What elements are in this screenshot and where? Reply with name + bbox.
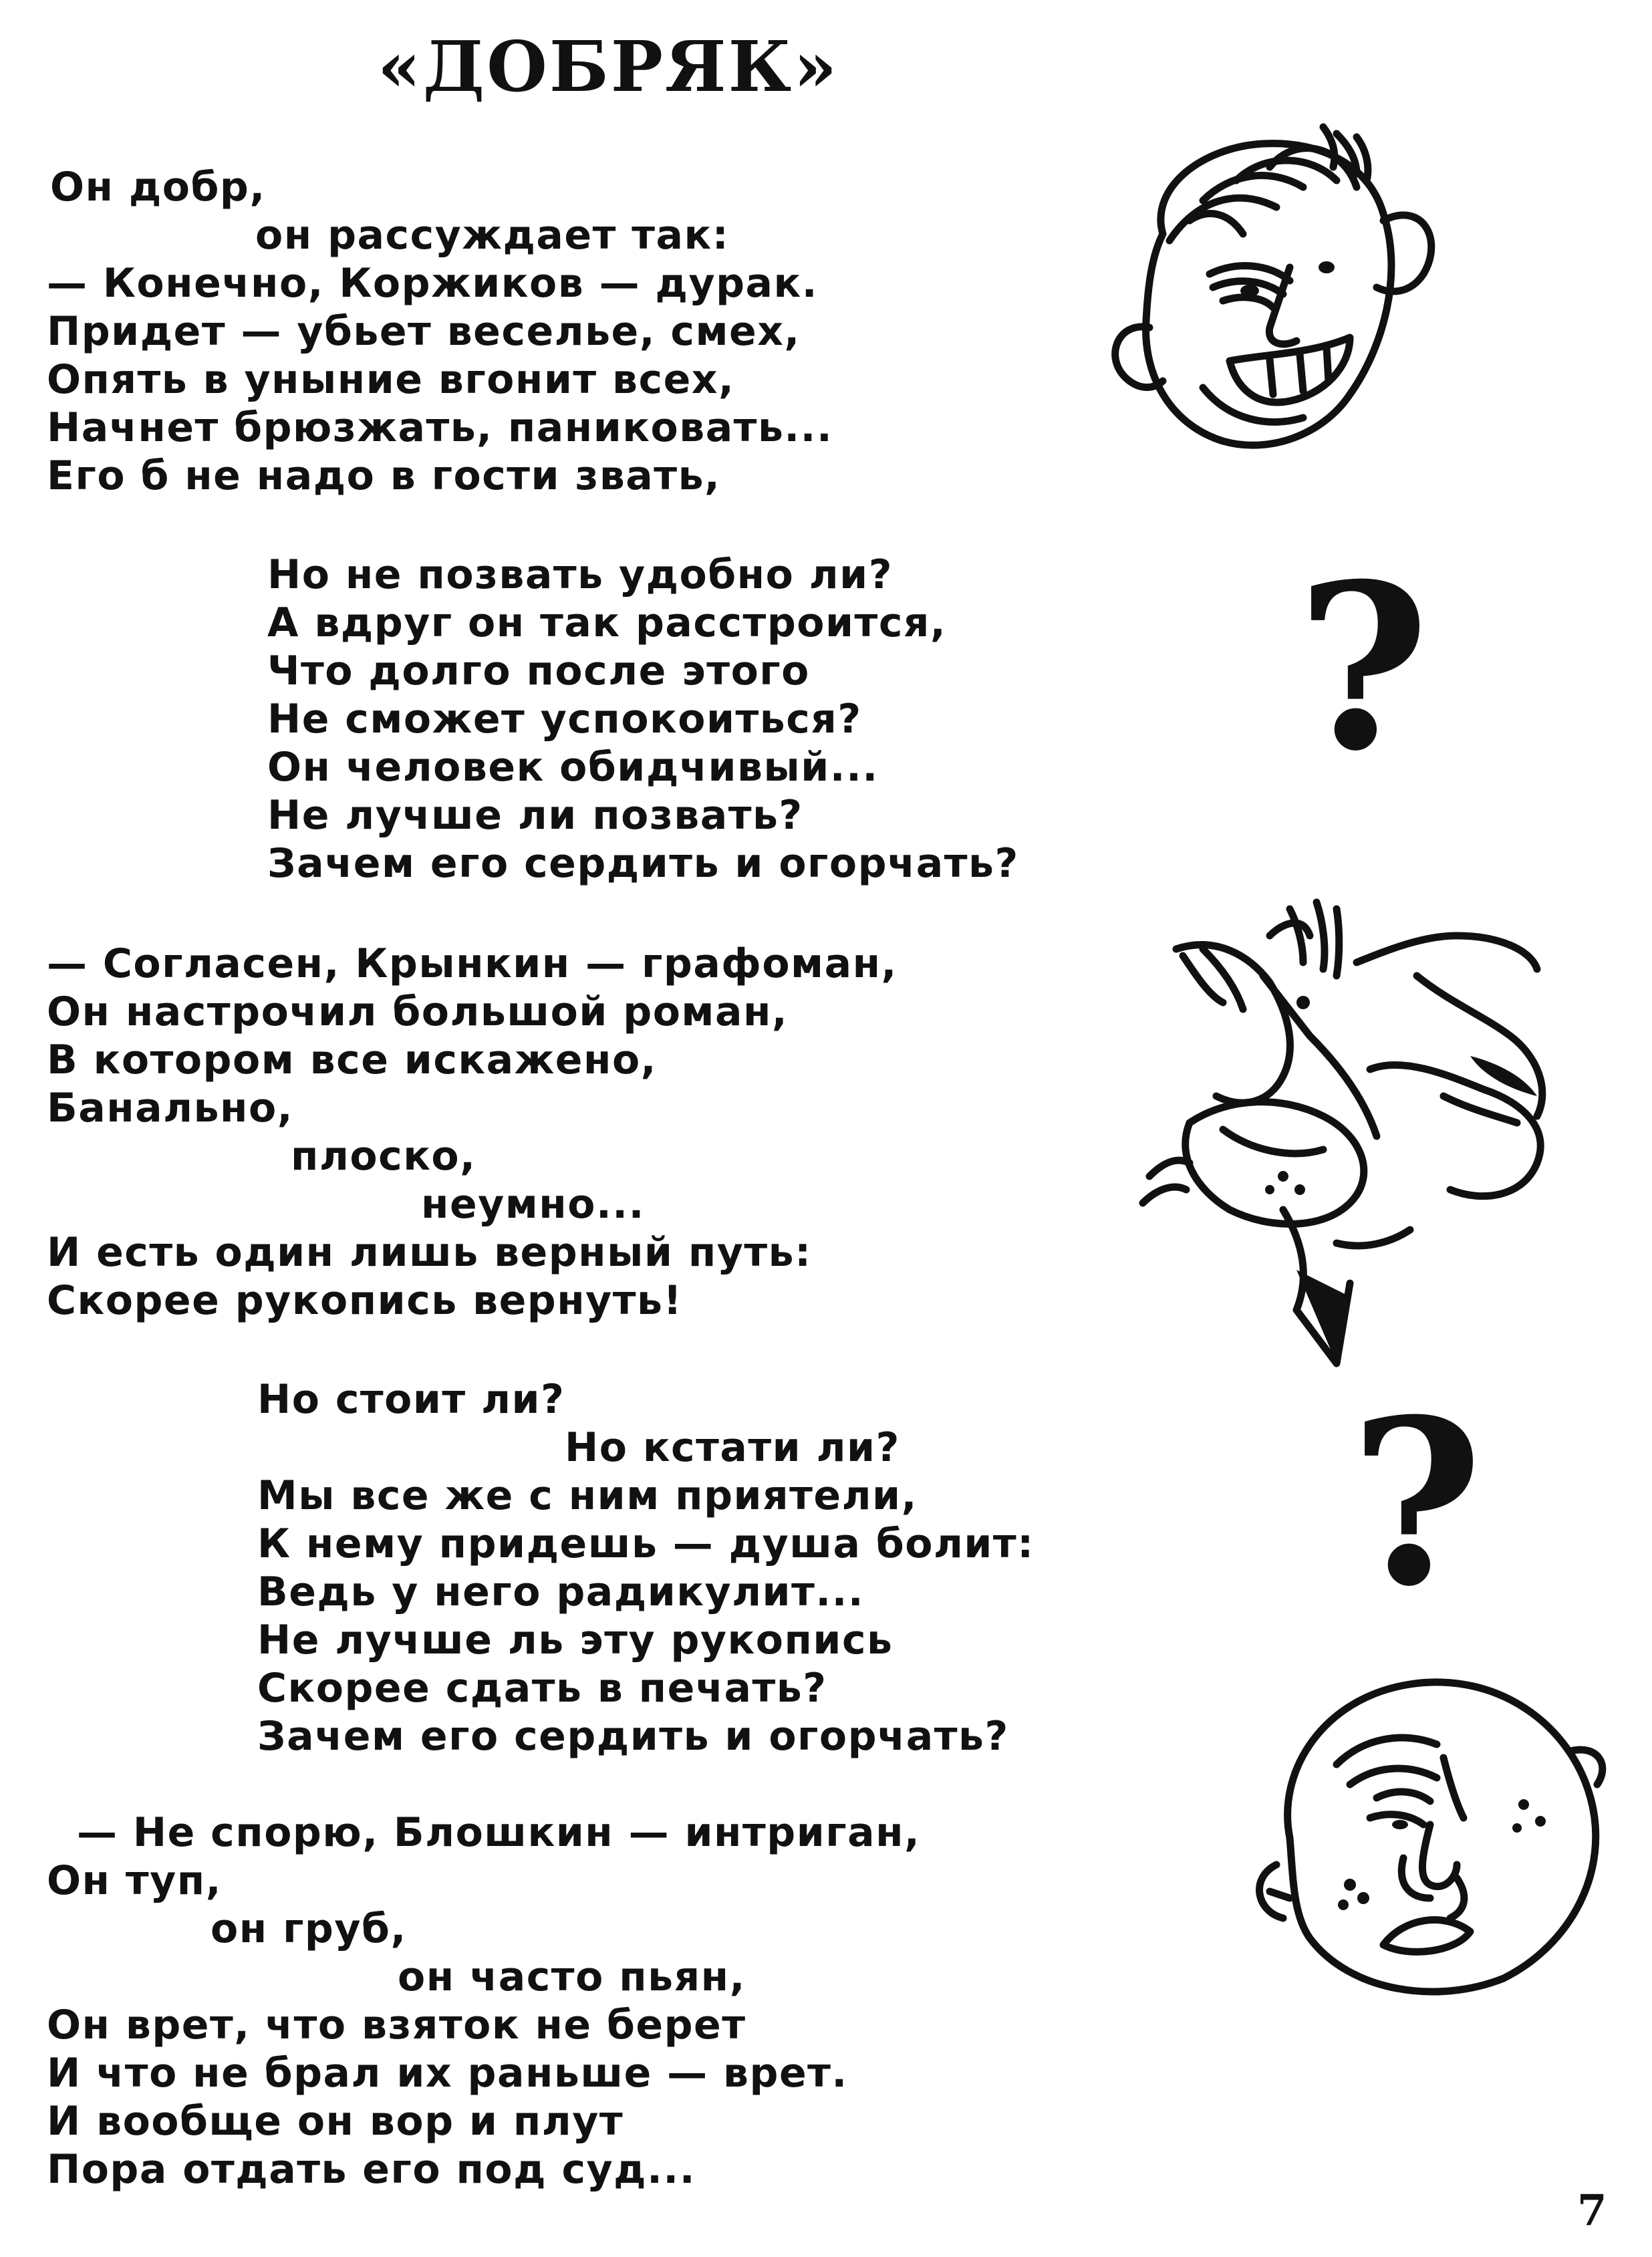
poem-line: Мы все же с ним приятели, bbox=[257, 1472, 918, 1519]
poem-line: Но кстати ли? bbox=[565, 1424, 900, 1471]
poem-line: плоско, bbox=[291, 1133, 476, 1180]
poem-line: — Конечно, Коржиков — дурак. bbox=[47, 260, 819, 307]
poem-line: Но стоит ли? bbox=[257, 1376, 565, 1423]
question-mark-icon: ? bbox=[1350, 1370, 1484, 1637]
poem-line: Он туп, bbox=[47, 1857, 222, 1904]
poem-line: И есть один лишь верный путь: bbox=[47, 1229, 812, 1276]
poem-line: Пора отдать его под суд... bbox=[47, 2146, 696, 2193]
poem-line: Он человек обидчивый... bbox=[267, 744, 879, 791]
poem-line: Зачем его сердить и огорчать? bbox=[267, 840, 1019, 887]
poem-line: Он врет, что взяток не берет bbox=[47, 2002, 746, 2048]
poem-line: неумно... bbox=[421, 1181, 645, 1228]
poem-line: — Не спорю, Блошкин — интриган, bbox=[77, 1809, 921, 1856]
poem-line: Он настрочил большой роман, bbox=[47, 988, 789, 1035]
poem-line: Скорее сдать в печать? bbox=[257, 1665, 827, 1712]
poem-line: Что долго после этого bbox=[267, 648, 810, 694]
poem-line: В котором все искажено, bbox=[47, 1037, 657, 1083]
poem-line: Не сможет успокоиться? bbox=[267, 696, 862, 743]
question-mark-icon: ? bbox=[1296, 535, 1430, 801]
poem-line: И что не брал их раньше — врет. bbox=[47, 2050, 848, 2097]
poem-line: он рассуждает так: bbox=[255, 212, 730, 259]
poem-line: Начнет брюзжать, паниковать... bbox=[47, 404, 833, 451]
poem-line: Но не позвать удобно ли? bbox=[267, 551, 893, 598]
poem-line: он часто пьян, bbox=[398, 1954, 746, 2000]
poem-line: Не лучше ли позвать? bbox=[267, 792, 803, 839]
poem-line: К нему придешь — душа болит: bbox=[257, 1520, 1035, 1567]
poem-line: Ведь у него радикулит... bbox=[257, 1569, 865, 1615]
caricature-head-nose-pointing bbox=[1136, 896, 1617, 1390]
poem-line: Банально, bbox=[47, 1085, 294, 1132]
caricature-head-grinning bbox=[1069, 107, 1470, 495]
poem-line: Его б не надо в гости звать, bbox=[47, 452, 721, 499]
poem-line: А вдруг он так расстроится, bbox=[267, 600, 947, 646]
poem-line: Опять в уныние вгонит всех, bbox=[47, 356, 735, 403]
poem-line: он груб, bbox=[211, 1905, 407, 1952]
poem-line: Скорее рукопись вернуть! bbox=[47, 1277, 683, 1324]
caricature-head-bald-crying bbox=[1236, 1664, 1637, 2025]
page-title: «ДОБРЯК» bbox=[377, 25, 839, 108]
poem-line: — Согласен, Крынкин — графоман, bbox=[47, 940, 898, 987]
poem-line: Не лучше ль эту рукопись bbox=[257, 1617, 893, 1664]
poem-line: Придет — убьет веселье, смех, bbox=[47, 308, 801, 355]
poem-line: И вообще он вор и плут bbox=[47, 2098, 624, 2145]
poem-line: Зачем его сердить и огорчать? bbox=[257, 1713, 1009, 1760]
poem-line: Он добр, bbox=[50, 164, 266, 211]
page-number: 7 bbox=[1577, 2185, 1607, 2236]
